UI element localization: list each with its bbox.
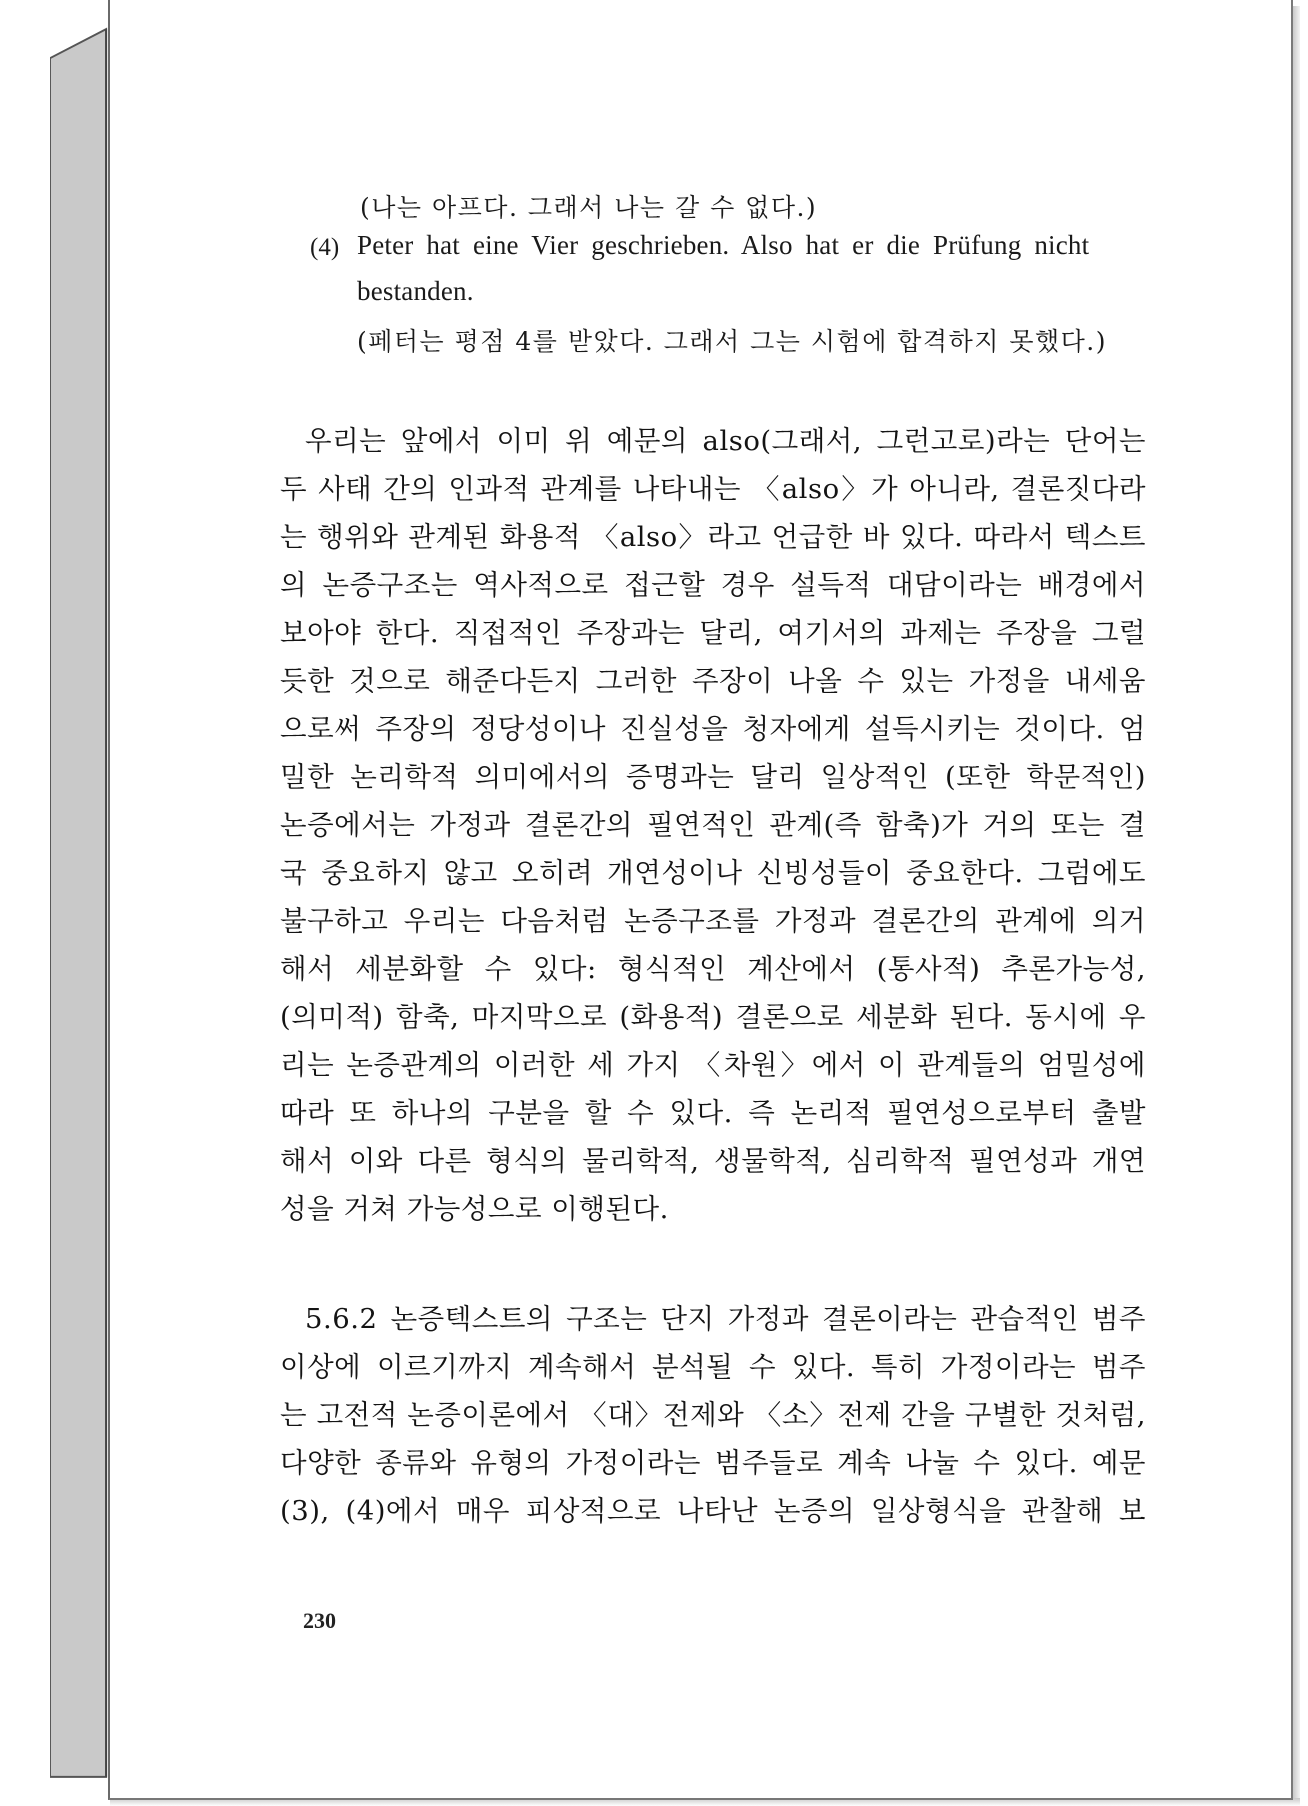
paragraph-line: 논증에서는 가정과 결론간의 필연적인 관계(즉 함축)가 거의 또는 결 [280, 809, 1146, 841]
example-4-number: (4) [310, 234, 340, 261]
example-3-translation: (나는 아프다. 그래서 나는 갈 수 없다.) [360, 193, 818, 222]
paragraph-line: 는 고전적 논증이론에서 〈대〉전제와 〈소〉전제 간을 구별한 것처럼, [280, 1399, 1146, 1431]
paragraph-line: (의미적) 함축, 마지막으로 (화용적) 결론으로 세분화 된다. 동시에 우 [280, 1001, 1146, 1033]
paragraph-line: (3), (4)에서 매우 피상적으로 나타난 논증의 일상형식을 관찰해 보 [280, 1495, 1146, 1527]
paragraph-line: 해서 세분화할 수 있다: 형식적인 계산에서 (통사적) 추론가능성, [280, 953, 1146, 985]
paragraph-line: 두 사태 간의 인과적 관계를 나타내는 〈also〉가 아니라, 결론짓다라 [280, 473, 1146, 505]
paragraph-line: 의 논증구조는 역사적으로 접근할 경우 설득적 대담이라는 배경에서 [280, 569, 1146, 601]
paragraph-line: 리는 논증관계의 이러한 세 가지 〈차원〉에서 이 관계들의 엄밀성에 [280, 1049, 1146, 1081]
paragraph-line: 불구하고 우리는 다음처럼 논증구조를 가정과 결론간의 관계에 의거 [280, 905, 1146, 937]
page-number: 230 [303, 1608, 336, 1633]
paragraph-line: 밀한 논리학적 의미에서의 증명과는 달리 일상적인 (또한 학문적인) [280, 761, 1146, 793]
section-paragraph-line: 5.6.2 논증텍스트의 구조는 단지 가정과 결론이라는 관습적인 범주 [305, 1303, 1146, 1335]
example-4-german-line1: Peter hat eine Vier geschrieben. Also hat er die Prüfung nicht [357, 230, 1090, 260]
paragraph-line: 우리는 앞에서 이미 위 예문의 also(그래서, 그런고로)라는 단어는 [305, 425, 1146, 457]
example-4-german-line2: bestanden. [357, 276, 474, 306]
paragraph-line: 듯한 것으로 해준다든지 그러한 주장이 나올 수 있는 가정을 내세움 [280, 665, 1146, 697]
paragraph-line: 성을 거쳐 가능성으로 이행된다. [280, 1193, 669, 1225]
book-spine [50, 0, 110, 1806]
paragraph-line: 이상에 이르기까지 계속해서 분석될 수 있다. 특히 가정이라는 범주 [280, 1351, 1146, 1383]
paragraph-line: 보아야 한다. 직접적인 주장과는 달리, 여기서의 과제는 주장을 그럴 [280, 617, 1146, 649]
paragraph-line: 다양한 종류와 유형의 가정이라는 범주들로 계속 나눌 수 있다. 예문 [280, 1447, 1146, 1479]
paragraph-line: 해서 이와 다른 형식의 물리학적, 생물학적, 심리학적 필연성과 개연 [280, 1145, 1146, 1177]
example-4-translation: (페터는 평점 4를 받았다. 그래서 그는 시험에 합격하지 못했다.) [357, 327, 1107, 356]
paragraph-line: 따라 또 하나의 구분을 할 수 있다. 즉 논리적 필연성으로부터 출발 [280, 1097, 1146, 1129]
paragraph-line: 국 중요하지 않고 오히려 개연성이나 신빙성들이 중요한다. 그럼에도 [280, 857, 1146, 889]
paragraph-line: 는 행위와 관계된 화용적 〈also〉라고 언급한 바 있다. 따라서 텍스트 [280, 521, 1146, 553]
paragraph-line: 으로써 주장의 정당성이나 진실성을 청자에게 설득시키는 것이다. 엄 [280, 713, 1146, 745]
